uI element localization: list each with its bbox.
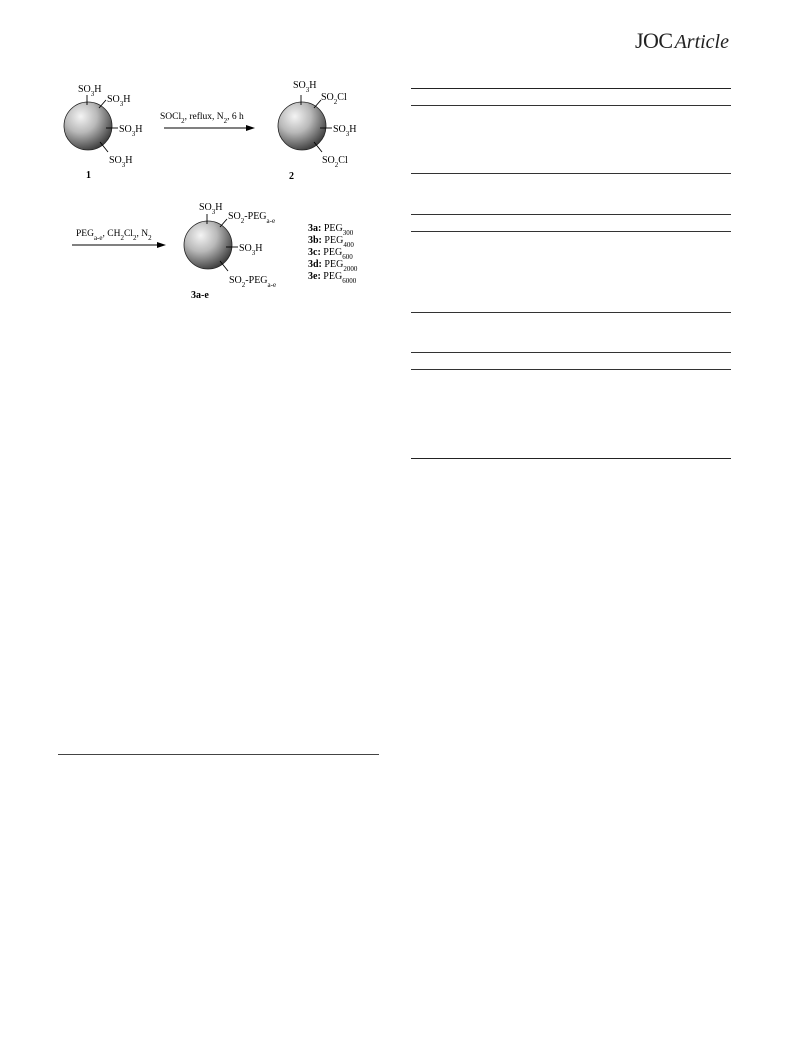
section-name: Article [674, 31, 729, 53]
c2-group-4: $SO_2Cl$ [322, 155, 348, 169]
arrow-1-label: SOCl$_2$, reflux, $N_2$, 6 h [160, 112, 244, 125]
compound-2 [278, 80, 357, 182]
c2-group-3: $SO_3H$ [333, 124, 357, 138]
table-rule [411, 369, 731, 370]
legend-3a: 3a: $PEG_{300}$ [308, 223, 354, 237]
reaction-arrow-2 [72, 229, 166, 248]
journal-name: JOC [634, 28, 673, 53]
sphere-2 [278, 102, 326, 150]
table-rule [411, 173, 731, 174]
c3-group-3: $SO_3H$ [239, 243, 263, 257]
table-rule [411, 352, 731, 353]
journal-header [635, 28, 729, 54]
c2-group-1: $SO_3H$ [293, 80, 317, 94]
reaction-scheme-svg [56, 70, 386, 330]
arrow-2-label: $PEG_{a-e}$, $CH_2Cl_2$, $N_2$ [76, 229, 152, 242]
c1-group-4: $SO_3H$ [109, 155, 133, 169]
compound-3-label: 3a-e [191, 290, 209, 301]
table-rule [411, 214, 731, 215]
reaction-arrow-1 [160, 111, 255, 131]
table-rule-bottom [411, 458, 731, 459]
c1-group-3: $SO_3H$ [119, 124, 143, 138]
sphere-1 [64, 102, 112, 150]
table-rule [411, 312, 731, 313]
compound-2-label: 2 [289, 171, 294, 182]
legend-3c: 3c: $PEG_{600}$ [308, 247, 353, 261]
table-rule [411, 231, 731, 232]
sphere-3 [184, 221, 232, 269]
c2-group-2: $SO_2Cl$ [321, 92, 347, 106]
c1-group-2: $SO_3H$ [107, 94, 131, 108]
table-rule-top [411, 88, 731, 89]
c3-group-4: $SO_2-PEG_{a-e}$ [229, 275, 277, 289]
peg-legend [308, 223, 358, 285]
reaction-scheme [56, 70, 386, 330]
footnote-rule [58, 754, 379, 755]
c3-group-1: $SO_3H$ [199, 202, 223, 216]
c1-group-1: $SO_3H$ [78, 84, 102, 98]
compound-3 [184, 202, 276, 301]
compound-1 [64, 84, 143, 181]
table-rule [411, 105, 731, 106]
legend-3b: 3b: $PEG_{400}$ [308, 235, 354, 249]
c3-group-2: $SO_2-PEG_{a-e}$ [228, 211, 276, 225]
legend-3e: 3e: $PEG_{6000}$ [308, 271, 357, 285]
legend-3d: 3d: $PEG_{2000}$ [308, 259, 358, 273]
compound-1-label: 1 [86, 170, 91, 181]
